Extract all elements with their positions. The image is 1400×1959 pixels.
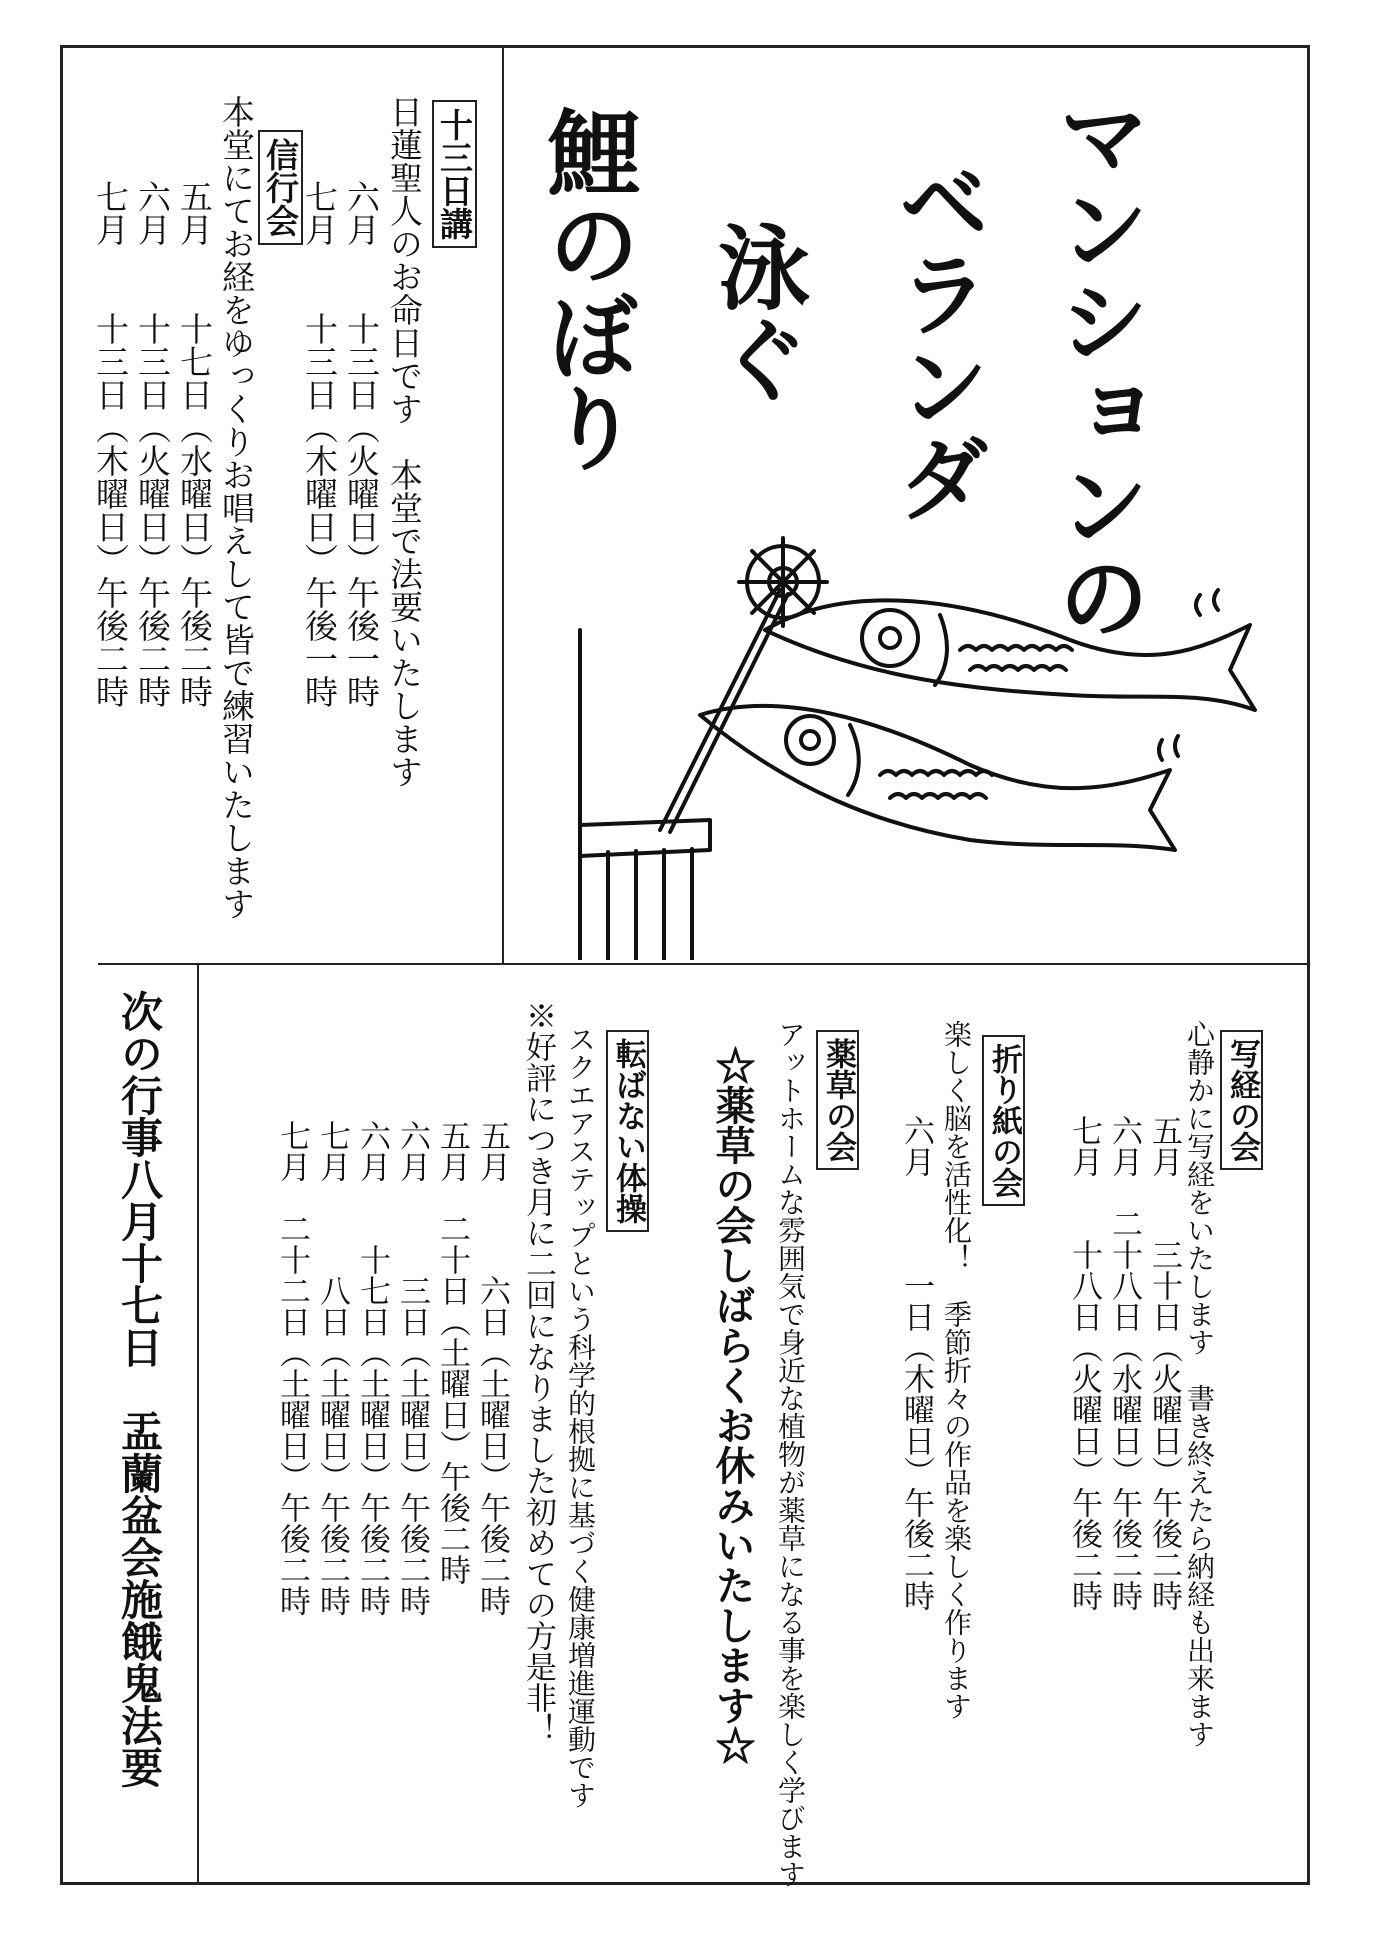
taiso-description: スクエアステップという科学的根拠に基づく健康増進運動です	[564, 1025, 597, 1809]
jusanbi-row-1: 六月 十三日（火曜日）午後一時	[342, 180, 381, 708]
yakuso-heading: 薬草の会	[816, 1030, 859, 1170]
shakyo-heading: 写経の会	[1220, 1030, 1263, 1170]
yakuso-description: アットホームな雰囲気で身近な植物が薬草になる事を楽しく学びます	[774, 1020, 807, 1888]
title-line-2: ベランダ	[883, 155, 990, 523]
jusanbi-heading: 十三日講	[432, 100, 477, 248]
divider-vertical-bottom	[197, 963, 199, 1883]
divider-vertical-top	[502, 45, 504, 963]
shakyo-description: 心静かに写経をいたします 書き終えたら納経も出来ます	[1183, 1020, 1216, 1748]
taiso-row-4: 六月 十七日（土曜日）午後二時	[354, 1120, 390, 1616]
origami-description: 楽しく脳を活性化！ 季節折々の作品を楽しく作ります	[940, 1020, 973, 1720]
next-event: 次の行事八月十七日 盂蘭盆会施餓鬼法要	[115, 990, 164, 1788]
shingyo-row-1: 五月 十七日（水曜日）午後二時	[175, 180, 214, 708]
yakuso-notice: ☆薬草の会しばらくお休みいたします☆	[709, 1045, 756, 1765]
shingyo-heading: 信行会	[258, 130, 303, 245]
taiso-row-5: 七月 八日（土曜日）午後二時	[314, 1120, 350, 1616]
taiso-row-1: 五月 六日（土曜日）午後二時	[474, 1120, 510, 1616]
jusanbi-description: 日蓮聖人のお命日です 本堂で法要いたします	[385, 95, 424, 788]
taiso-heading: 転ばない体操	[606, 1030, 649, 1232]
koinobori-illustration	[550, 520, 1270, 960]
shakyo-row-2: 六月 二十八日（水曜日）午後二時	[1106, 1115, 1142, 1611]
shingyo-row-2: 六月 十三日（火曜日）午後二時	[133, 180, 172, 708]
taiso-row-6: 七月 二十二日（土曜日）午後二時	[274, 1120, 310, 1616]
shakyo-row-3: 七月 十八日（火曜日）午後二時	[1066, 1115, 1102, 1611]
title-line-4: 鯉のぼり	[533, 105, 640, 473]
jusanbi-row-2: 七月 十三日（木曜日）午後一時	[300, 180, 339, 708]
taiso-row-3: 六月 三日（土曜日）午後二時	[394, 1120, 430, 1616]
title-line-3: 泳ぐ	[703, 220, 810, 404]
taiso-row-2: 五月 二十日（土曜日）午後二時	[434, 1120, 470, 1585]
origami-row-1: 六月 一日（木曜日）午後二時	[898, 1115, 934, 1611]
origami-heading: 折り紙の会	[982, 1035, 1025, 1206]
divider-horizontal	[98, 963, 1310, 965]
title-line-1: マンションの	[1043, 90, 1150, 642]
taiso-note: ※好評につき月に二回になりました初めての方是非！	[520, 1000, 556, 1744]
shakyo-row-1: 五月 三十日（火曜日）午後二時	[1146, 1115, 1182, 1611]
shingyo-description: 本堂にてお経をゆっくりお唱えして皆で練習いたします	[217, 95, 256, 920]
shingyo-row-3: 七月 十三日（木曜日）午後二時	[91, 180, 130, 708]
